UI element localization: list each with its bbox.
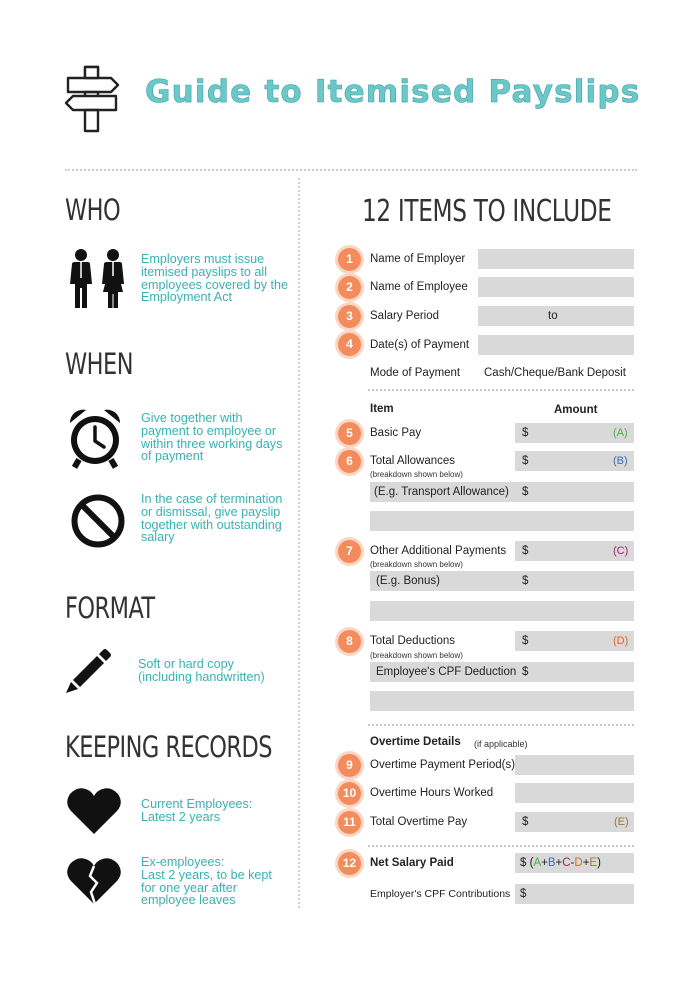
payment-date-field[interactable] xyxy=(478,335,634,355)
column-divider xyxy=(298,178,300,908)
allowance-example: (E.g. Transport Allowance) xyxy=(374,486,509,498)
who-heading: WHO xyxy=(65,193,121,227)
item-number-10: 10 xyxy=(338,782,361,805)
overtime-pay-dollar: $ xyxy=(522,816,529,828)
payment-date-label: Date(s) of Payment xyxy=(370,339,470,351)
mode-of-payment-label: Mode of Payment xyxy=(370,367,461,379)
prohibited-icon xyxy=(70,493,126,549)
deductions-breakdown-note: (breakdown shown below) xyxy=(370,651,463,660)
overtime-pay-label: Total Overtime Pay xyxy=(370,816,468,828)
other-payments-breakdown-note: (breakdown shown below) xyxy=(370,560,463,569)
overtime-period-label: Overtime Payment Period(s) xyxy=(370,759,516,771)
salary-period-to: to xyxy=(548,310,558,322)
broken-heart-icon xyxy=(66,856,122,906)
bonus-example-dollar: $ xyxy=(522,575,529,587)
heart-icon xyxy=(66,786,122,836)
item-number-6: 6 xyxy=(338,450,361,473)
page-title: Guide to Itemised Payslips xyxy=(145,74,641,110)
keeping-text-2: Ex-employees: Last 2 years, to be kept for one year after employee leaves xyxy=(141,855,272,908)
when-heading: WHEN xyxy=(65,347,133,381)
item-column-header: Item xyxy=(370,403,394,415)
people-icon xyxy=(66,248,130,310)
allowance-breakdown-field-2[interactable] xyxy=(370,511,634,531)
item-number-7: 7 xyxy=(338,540,361,563)
employer-cpf-dollar: $ xyxy=(520,888,527,900)
item-number-4: 4 xyxy=(338,333,361,356)
keeping-text-1: Current Employees: Latest 2 years xyxy=(141,797,253,824)
when-text-2: In the case of termination or dismissal, give payslip together with outstanding salary xyxy=(141,492,283,545)
divider-1 xyxy=(368,389,634,391)
item-number-1: 1 xyxy=(338,248,361,271)
salary-period-label: Salary Period xyxy=(370,310,440,322)
employer-name-label: Name of Employer xyxy=(370,253,466,265)
code-b: (B) xyxy=(613,455,628,467)
bonus-example: (E.g. Bonus) xyxy=(376,575,440,587)
code-e: (E) xyxy=(614,816,629,828)
item-number-12: 12 xyxy=(338,852,361,875)
amount-column-header: Amount xyxy=(554,404,598,416)
overtime-note: (if applicable) xyxy=(474,739,528,749)
code-c: (C) xyxy=(613,545,629,557)
cpf-deduction-example: Employee's CPF Deduction xyxy=(376,666,517,678)
other-payments-label: Other Additional Payments xyxy=(370,545,507,557)
format-text: Soft or hard copy (including handwritten) xyxy=(138,657,265,684)
cpf-deduction-dollar: $ xyxy=(522,666,529,678)
overtime-hours-field[interactable] xyxy=(515,783,634,803)
item-number-11: 11 xyxy=(338,811,361,834)
other-payments-breakdown-field-2[interactable] xyxy=(370,601,634,621)
overtime-period-field[interactable] xyxy=(515,755,634,775)
format-heading: FORMAT xyxy=(65,591,155,625)
pencil-icon xyxy=(64,648,112,694)
code-a: (A) xyxy=(613,427,628,439)
item-number-5: 5 xyxy=(338,422,361,445)
divider-3 xyxy=(368,845,634,847)
allowance-example-dollar: $ xyxy=(522,486,529,498)
employee-name-field[interactable] xyxy=(478,277,634,297)
alarm-clock-icon xyxy=(66,407,124,469)
basic-pay-dollar: $ xyxy=(522,427,529,439)
net-salary-label: Net Salary Paid xyxy=(370,857,454,869)
keeping-records-heading: KEEPING RECORDS xyxy=(65,730,272,764)
basic-pay-label: Basic Pay xyxy=(370,427,422,439)
deductions-dollar: $ xyxy=(522,635,529,647)
item-number-3: 3 xyxy=(338,305,361,328)
employee-name-label: Name of Employee xyxy=(370,281,468,293)
overtime-heading: Overtime Details xyxy=(370,736,461,748)
allowances-breakdown-note: (breakdown shown below) xyxy=(370,470,463,479)
signpost-icon xyxy=(64,64,120,134)
who-text: Employers must issue itemised payslips to all employees covered by the Employment Act xyxy=(141,252,289,305)
divider-2 xyxy=(368,724,634,726)
total-deductions-label: Total Deductions xyxy=(370,635,456,647)
employer-cpf-label: Employer's CPF Contributions xyxy=(370,888,511,900)
mode-of-payment-value: Cash/Cheque/Bank Deposit xyxy=(484,367,626,379)
total-allowances-label: Total Allowances xyxy=(370,455,456,467)
employer-cpf-field[interactable] xyxy=(515,884,634,904)
code-d: (D) xyxy=(613,635,629,647)
deductions-breakdown-field-2[interactable] xyxy=(370,691,634,711)
item-number-9: 9 xyxy=(338,754,361,777)
items-heading: 12 ITEMS TO INCLUDE xyxy=(362,194,612,229)
allowances-dollar: $ xyxy=(522,455,529,467)
item-number-8: 8 xyxy=(338,630,361,653)
item-number-2: 2 xyxy=(338,276,361,299)
overtime-hours-label: Overtime Hours Worked xyxy=(370,787,494,799)
employer-name-field[interactable] xyxy=(478,249,634,269)
net-salary-formula: $ (A+B+C-D+E) xyxy=(520,857,601,869)
when-text-1: Give together with payment to employee or within three working days of payment xyxy=(141,411,283,464)
other-payments-dollar: $ xyxy=(522,545,529,557)
header-divider xyxy=(65,169,637,171)
